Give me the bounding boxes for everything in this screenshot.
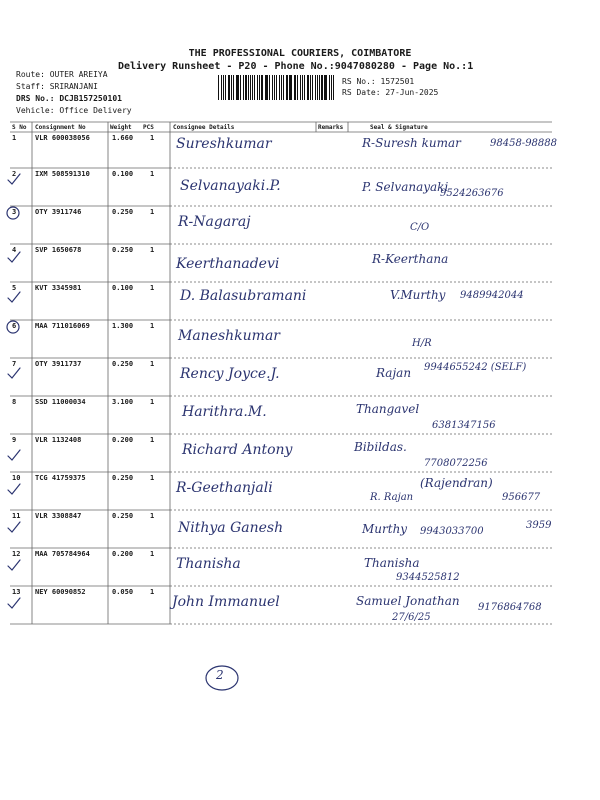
col-consignment: Consignment No xyxy=(35,124,86,131)
row-consignee-handwritten: Selvanayaki.P. xyxy=(180,178,281,194)
runsheet-title: Delivery Runsheet - P20 - Phone No.:9047080280 - Page No.:1 xyxy=(118,61,474,72)
col-consignee: Consignee Details xyxy=(173,124,235,131)
col-weight: Weight xyxy=(110,124,132,131)
row-sno: 1 xyxy=(12,134,17,142)
row-pcs: 1 xyxy=(150,436,155,444)
tick-mark-row12 xyxy=(8,560,20,570)
row-signature-phone: 9524263676 xyxy=(440,188,504,199)
row-sno: 12 xyxy=(12,550,21,558)
row-signature: Samuel Jonathan xyxy=(356,594,460,608)
row-signature: R-Keerthana xyxy=(372,252,449,266)
row-pcs: 1 xyxy=(150,284,155,292)
page-mark: 2 xyxy=(216,668,224,682)
row-signature-phone: 7708072256 xyxy=(424,458,488,469)
row-signature: Thangavel xyxy=(356,402,420,416)
staff-text: Staff: SRIRANJANI xyxy=(16,82,98,91)
row-consignee-handwritten: Harithra.M. xyxy=(182,404,267,420)
row-signature: Bibildas. xyxy=(354,440,407,454)
row-signature: Thanisha xyxy=(364,556,420,570)
row-weight: 0.200 xyxy=(112,436,134,444)
row-pcs: 1 xyxy=(150,360,155,368)
row-sno: 5 xyxy=(12,284,17,292)
row-signature-phone: 9943033700 xyxy=(420,526,484,537)
row-signature-phone: 9944655242 (SELF) xyxy=(424,362,527,373)
row-weight: 0.250 xyxy=(112,474,134,482)
row-consignment: SSD 11000034 xyxy=(35,398,86,406)
row-pcs: 1 xyxy=(150,246,155,254)
row-sno: 10 xyxy=(12,474,21,482)
row-sno: 2 xyxy=(12,170,17,178)
row-weight: 0.200 xyxy=(112,550,134,558)
vehicle-text: Vehicle: Office Delivery xyxy=(16,106,132,115)
row-consignment: VLR 3308847 xyxy=(35,512,82,520)
row-signature-phone: 9344525812 xyxy=(396,572,460,583)
row-signature-phone: 9489942044 xyxy=(460,290,524,301)
row-signature: Murthy xyxy=(362,522,408,536)
row-consignment: MAA 711016069 xyxy=(35,322,90,330)
row-signature: P. Selvanayaki xyxy=(362,180,449,194)
row-pcs: 1 xyxy=(150,134,155,142)
row-pcs: 1 xyxy=(150,322,155,330)
row-sno: 13 xyxy=(12,588,21,596)
row-consignment: VLR 1132408 xyxy=(35,436,82,444)
row-signature-extra: 9176864768 xyxy=(478,602,542,613)
company-title: THE PROFESSIONAL COURIERS, COIMBATORE xyxy=(188,48,412,59)
row-signature-phone: 27/6/25 xyxy=(392,612,431,623)
row-pcs: 1 xyxy=(150,398,155,406)
row-signature-extra: 3959 xyxy=(526,520,552,531)
tick-mark-row9 xyxy=(8,450,20,460)
row-consignment: SVP 1650678 xyxy=(35,246,82,254)
row-weight: 0.250 xyxy=(112,360,134,368)
drs-number: DRS No.: DCJB157250101 xyxy=(16,94,122,103)
row-consignee-handwritten: Thanisha xyxy=(176,556,241,572)
row-consignment: KVT 3345981 xyxy=(35,284,82,292)
row-weight: 0.100 xyxy=(112,170,134,178)
row-sno: 6 xyxy=(12,322,17,330)
row-consignment: MAA 705784964 xyxy=(35,550,90,558)
row-weight: 0.050 xyxy=(112,588,134,596)
row-consignee-handwritten: Keerthanadevi xyxy=(176,256,280,272)
row-sno: 9 xyxy=(12,436,17,444)
row-sno: 3 xyxy=(12,208,17,216)
tick-mark-row2 xyxy=(8,174,20,184)
row-signature-extra: 956677 xyxy=(502,492,541,503)
row-pcs: 1 xyxy=(150,170,155,178)
row-signature: R-Suresh kumar xyxy=(362,136,461,150)
row-sno: 8 xyxy=(12,398,17,406)
rs-date: RS Date: 27-Jun-2025 xyxy=(342,88,439,97)
row-consignment: VLR 600038056 xyxy=(35,134,90,142)
row-weight: 0.100 xyxy=(112,284,134,292)
circle-mark-row6 xyxy=(7,321,19,333)
row-consignment: IXM 508591310 xyxy=(35,170,90,178)
row-pcs: 1 xyxy=(150,550,155,558)
row-signature: V.Murthy xyxy=(390,288,446,302)
circle-mark-row3 xyxy=(7,207,19,219)
row-pcs: 1 xyxy=(150,588,155,596)
row-signature-phone: H/R xyxy=(412,338,432,349)
row-weight: 0.250 xyxy=(112,246,134,254)
row-signature-phone: R. Rajan xyxy=(370,492,414,503)
row-consignee-handwritten: D. Balasubramani xyxy=(180,288,307,304)
row-consignee-handwritten: John Immanuel xyxy=(172,594,280,610)
col-sno: S No xyxy=(12,124,27,131)
row-consignee-handwritten: Maneshkumar xyxy=(178,328,280,344)
col-remarks: Remarks xyxy=(318,124,344,131)
rs-number: RS No.: 1572501 xyxy=(342,77,415,86)
row-consignee-handwritten: R-Nagaraj xyxy=(178,214,251,230)
row-consignee-handwritten: Rency Joyce.J. xyxy=(180,366,280,382)
row-signature-phone: 6381347156 xyxy=(432,420,496,431)
route-text: Route: OUTER AREIYA xyxy=(16,70,108,79)
row-signature-phone: 98458-98888 xyxy=(490,138,558,149)
row-consignee-handwritten: Sureshkumar xyxy=(176,136,272,152)
tick-mark-row5 xyxy=(8,292,20,302)
row-consignment: OTY 3911737 xyxy=(35,360,82,368)
row-consignment: NEY 60090852 xyxy=(35,588,86,596)
row-sno: 11 xyxy=(12,512,21,520)
row-weight: 1.300 xyxy=(112,322,134,330)
row-consignee-handwritten: R-Geethanjali xyxy=(176,480,273,496)
row-signature: Rajan xyxy=(376,366,412,380)
tick-mark-row10 xyxy=(8,484,20,494)
row-sno: 7 xyxy=(12,360,17,368)
tick-mark-row11 xyxy=(8,522,20,532)
col-seal: Seal & Signature xyxy=(370,124,428,131)
row-pcs: 1 xyxy=(150,512,155,520)
row-consignee-handwritten: Richard Antony xyxy=(182,442,293,458)
row-consignment: OTY 3911746 xyxy=(35,208,82,216)
col-pcs: PCS xyxy=(143,124,154,131)
row-weight: 1.660 xyxy=(112,134,134,142)
row-consignee-handwritten: Nithya Ganesh xyxy=(178,520,284,536)
row-sno: 4 xyxy=(12,246,17,254)
row-consignment: TCG 41759375 xyxy=(35,474,86,482)
row-pcs: 1 xyxy=(150,208,155,216)
tick-mark-row13 xyxy=(8,598,20,608)
row-weight: 0.250 xyxy=(112,208,134,216)
row-signature-phone: C/O xyxy=(410,222,430,233)
tick-mark-row7 xyxy=(8,368,20,378)
row-weight: 0.250 xyxy=(112,512,134,520)
row-weight: 3.100 xyxy=(112,398,134,406)
row-pcs: 1 xyxy=(150,474,155,482)
row-signature: (Rajendran) xyxy=(420,476,493,490)
tick-mark-row4 xyxy=(8,252,20,262)
